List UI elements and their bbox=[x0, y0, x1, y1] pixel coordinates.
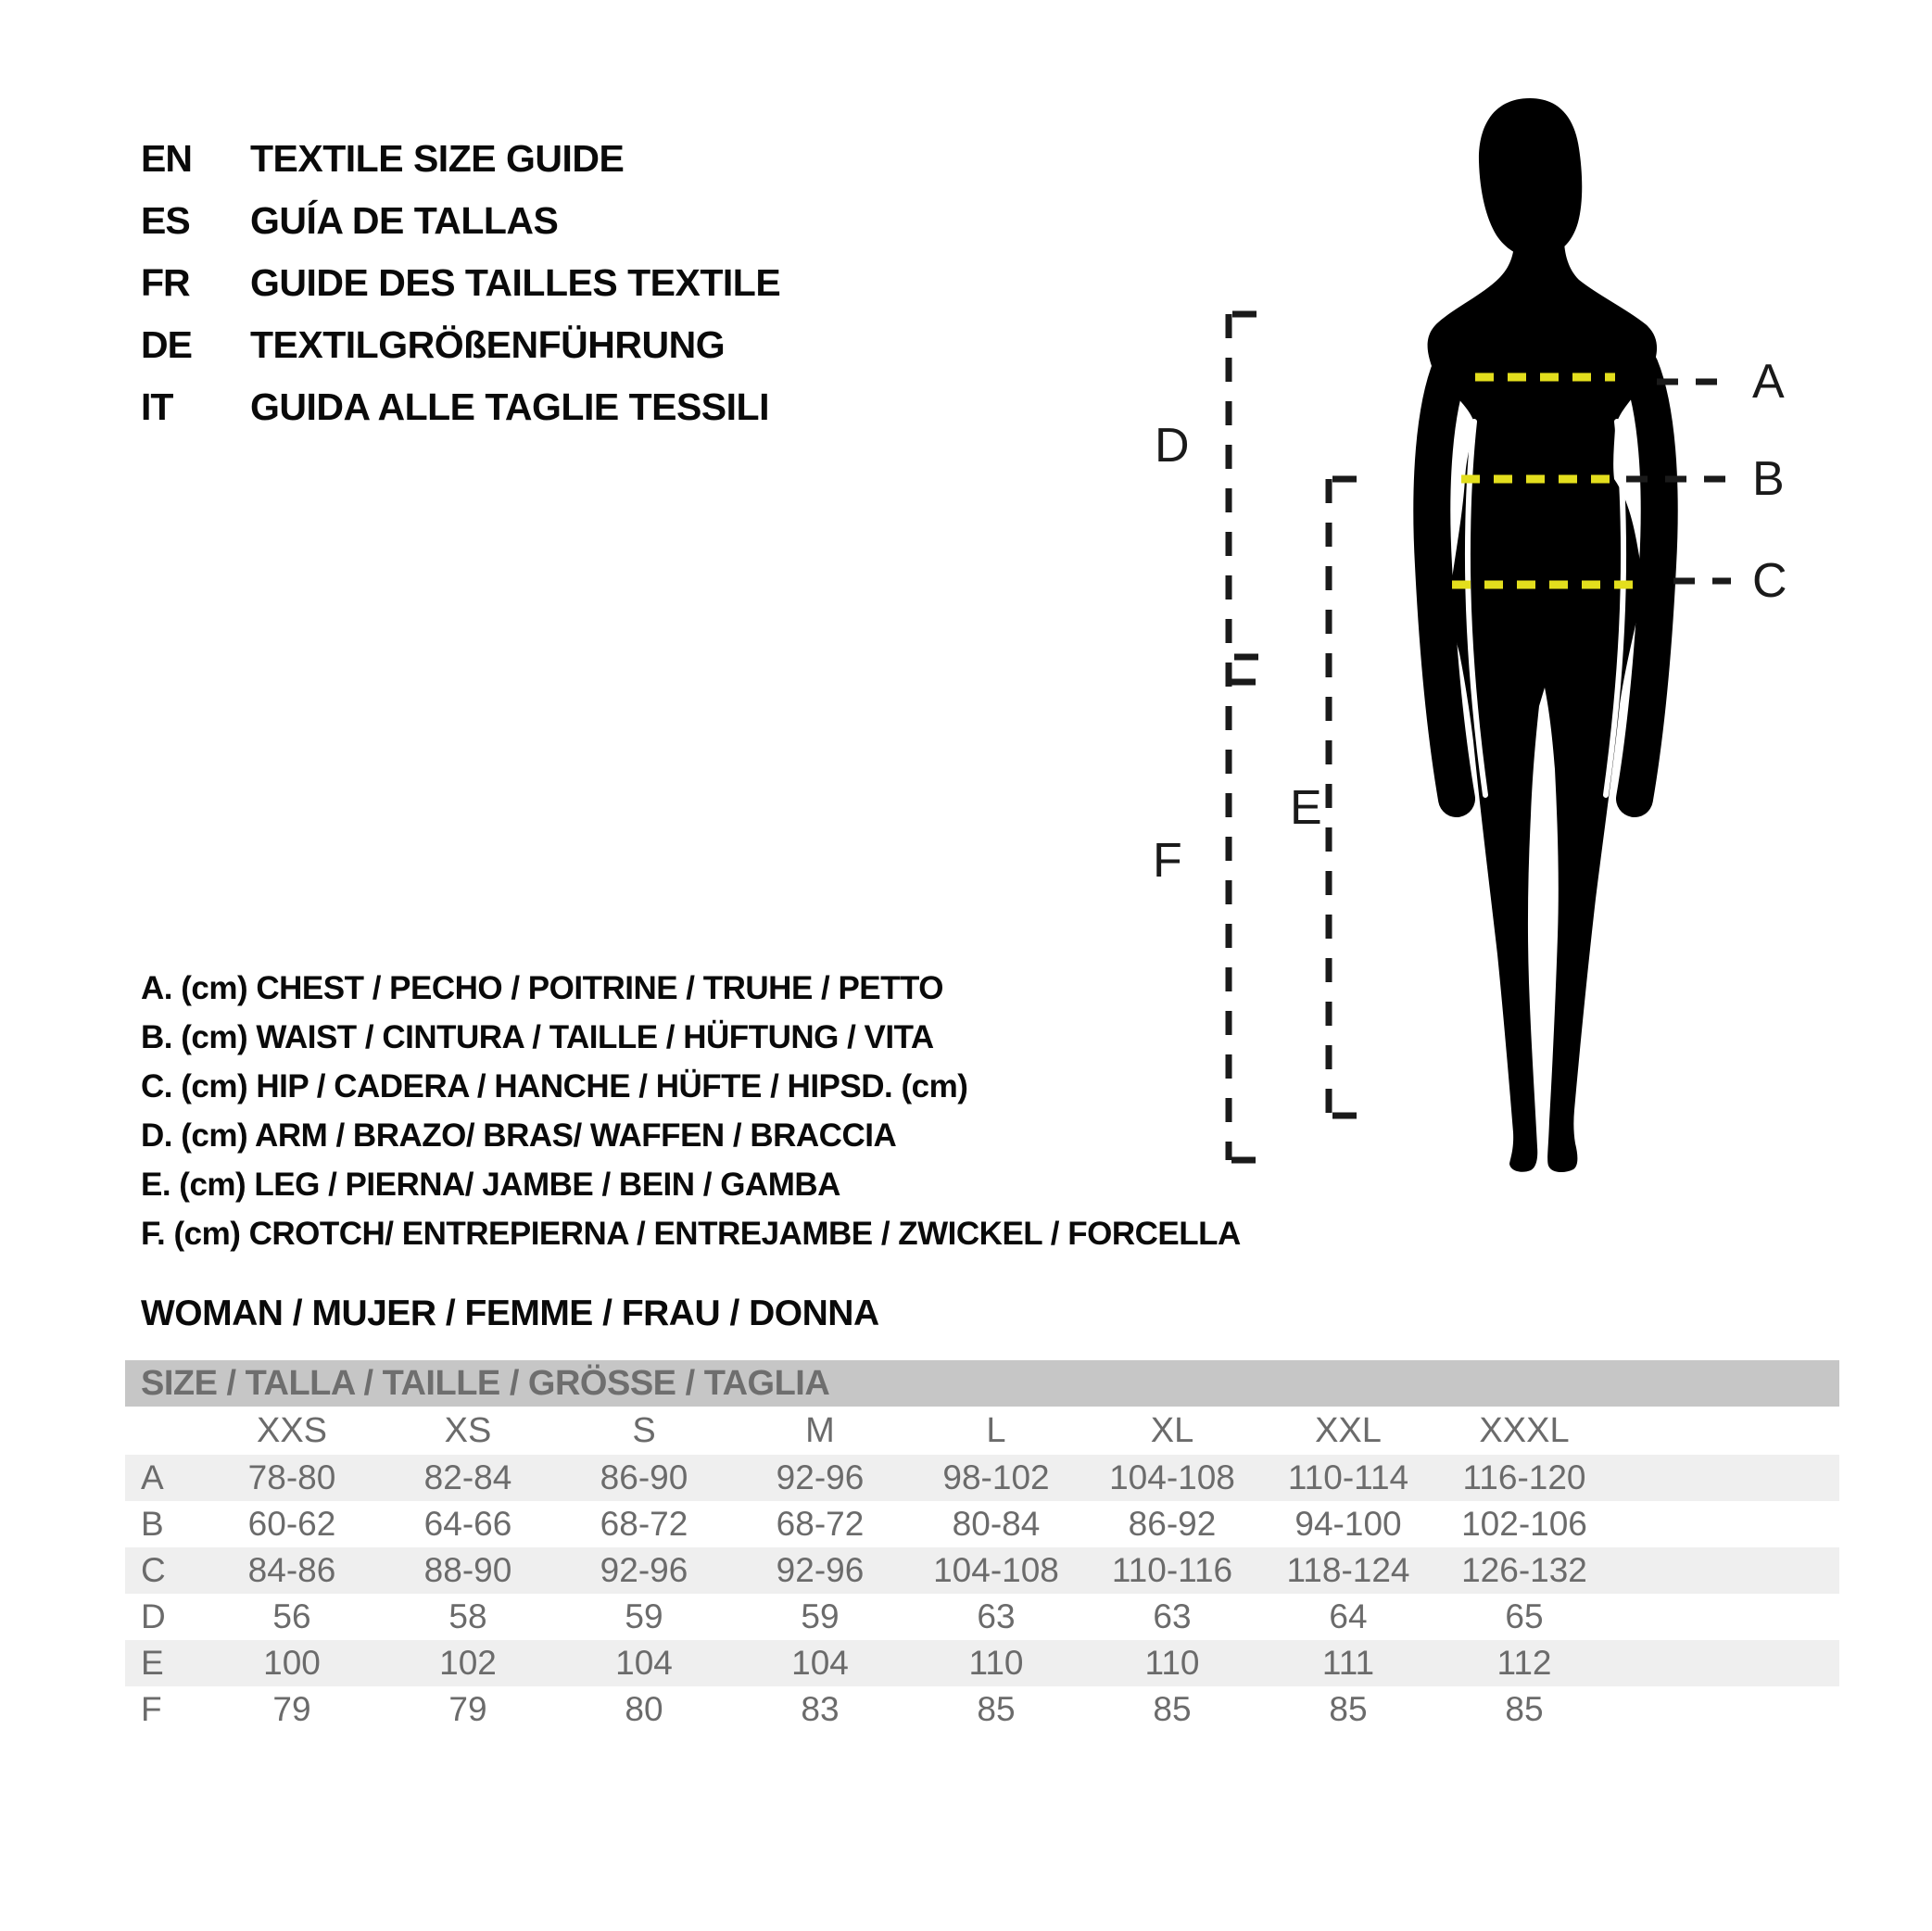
measure-cell: 64-66 bbox=[423, 1505, 512, 1543]
measure-cell: 110-116 bbox=[1111, 1551, 1233, 1589]
size-header-xxs: XXS bbox=[256, 1410, 328, 1450]
language-title-block bbox=[141, 128, 780, 438]
measure-cell: 63 bbox=[1153, 1597, 1192, 1635]
language-code: IT bbox=[141, 385, 173, 428]
legend-item-arm: D. (cm) ARM / BRAZO/ BRAS/ WAFFEN / BRACCIA bbox=[141, 1117, 897, 1154]
guide-title: GUIDA ALLE TAGLIE TESSILI bbox=[250, 385, 769, 428]
table-row-c bbox=[125, 1547, 1839, 1594]
measure-cell: 80 bbox=[625, 1690, 663, 1728]
measure-cell: 82-84 bbox=[423, 1458, 512, 1496]
language-row-de bbox=[141, 314, 780, 376]
size-header-xl: XL bbox=[1150, 1410, 1194, 1450]
measurement-legend bbox=[141, 964, 1241, 1258]
measure-cell: 104-108 bbox=[933, 1551, 1059, 1589]
measure-cell: 111 bbox=[1321, 1644, 1375, 1682]
label-arm-d: D bbox=[1155, 419, 1190, 473]
measure-cell: 112 bbox=[1496, 1644, 1552, 1682]
guide-title: TEXTILE SIZE GUIDE bbox=[250, 137, 625, 180]
measure-cell: 104-108 bbox=[1109, 1458, 1235, 1496]
measure-cell: 68-72 bbox=[776, 1505, 865, 1543]
row-label: C bbox=[141, 1551, 166, 1589]
table-row-d bbox=[125, 1594, 1839, 1640]
table-row-e bbox=[125, 1640, 1839, 1686]
size-header-xxxl: XXXL bbox=[1479, 1410, 1570, 1450]
language-row-en bbox=[141, 128, 780, 190]
measure-cell: 60-62 bbox=[247, 1505, 336, 1543]
measure-cell: 104 bbox=[615, 1644, 673, 1682]
measure-cell: 79 bbox=[272, 1690, 311, 1728]
measure-cell: 102 bbox=[439, 1644, 497, 1682]
measure-cell: 79 bbox=[448, 1690, 487, 1728]
legend-item-crotch: F. (cm) CROTCH/ ENTREPIERNA / ENTREJAMBE / ZWICKEL / FORCELLA bbox=[141, 1215, 1241, 1252]
measure-cell: 59 bbox=[625, 1597, 663, 1635]
measure-cell: 78-80 bbox=[247, 1458, 336, 1496]
row-label: A bbox=[141, 1458, 164, 1496]
legend-item-leg: E. (cm) LEG / PIERNA/ JAMBE / BEIN / GAMBA bbox=[141, 1166, 840, 1203]
row-label: E bbox=[141, 1644, 164, 1682]
label-hip-c: C bbox=[1752, 554, 1787, 608]
measure-cell: 110 bbox=[968, 1644, 1024, 1682]
row-label: F bbox=[141, 1690, 162, 1728]
woman-silhouette-right-arm bbox=[1635, 367, 1660, 799]
measure-cell: 116-120 bbox=[1462, 1458, 1586, 1496]
row-label: D bbox=[141, 1597, 166, 1635]
measure-cell: 110 bbox=[1144, 1644, 1200, 1682]
legend-item-waist: B. (cm) WAIST / CINTURA / TAILLE / HÜFTUNG / VITA bbox=[141, 1018, 934, 1055]
legend-item-hip: C. (cm) HIP / CADERA / HANCHE / HÜFTE / HIPSD. (cm) bbox=[141, 1067, 968, 1104]
measure-cell: 59 bbox=[801, 1597, 840, 1635]
measure-cell: 118-124 bbox=[1286, 1551, 1410, 1589]
measure-cell: 100 bbox=[263, 1644, 321, 1682]
measure-cell: 80-84 bbox=[952, 1505, 1041, 1543]
language-code: FR bbox=[141, 261, 190, 304]
measure-cell: 86-90 bbox=[600, 1458, 688, 1496]
measure-cell: 92-96 bbox=[776, 1458, 865, 1496]
measure-cell: 85 bbox=[977, 1690, 1016, 1728]
language-code: ES bbox=[141, 199, 190, 242]
measure-cell: 68-72 bbox=[600, 1505, 688, 1543]
table-row-a bbox=[125, 1455, 1839, 1501]
size-header-row bbox=[125, 1407, 1839, 1455]
row-label: B bbox=[141, 1505, 164, 1543]
table-row-f bbox=[125, 1686, 1839, 1733]
label-leg-e: E bbox=[1290, 781, 1322, 835]
measure-cell: 85 bbox=[1505, 1690, 1544, 1728]
label-crotch-f: F bbox=[1153, 834, 1182, 888]
measure-cell: 63 bbox=[977, 1597, 1016, 1635]
measure-cell: 56 bbox=[272, 1597, 311, 1635]
measure-cell: 110-114 bbox=[1287, 1458, 1409, 1496]
measure-cell: 126-132 bbox=[1461, 1551, 1587, 1589]
size-header-l: L bbox=[986, 1410, 1006, 1450]
measure-cell: 92-96 bbox=[600, 1551, 688, 1589]
language-row-it bbox=[141, 376, 780, 438]
measure-cell: 92-96 bbox=[776, 1551, 865, 1589]
size-table bbox=[125, 1360, 1839, 1733]
guide-title: GUIDE DES TAILLES TEXTILE bbox=[250, 261, 781, 304]
measure-cell: 85 bbox=[1153, 1690, 1192, 1728]
size-header-xs: XS bbox=[444, 1410, 492, 1450]
measure-cell: 83 bbox=[801, 1690, 840, 1728]
measure-cell: 85 bbox=[1329, 1690, 1368, 1728]
measure-cell: 86-92 bbox=[1128, 1505, 1217, 1543]
language-code: DE bbox=[141, 323, 192, 366]
measure-cell: 94-100 bbox=[1294, 1505, 1402, 1543]
measure-cell: 98-102 bbox=[942, 1458, 1050, 1496]
language-row-es bbox=[141, 190, 780, 252]
label-waist-b: B bbox=[1752, 452, 1785, 506]
size-header-s: S bbox=[632, 1410, 656, 1450]
size-header-xxl: XXL bbox=[1315, 1410, 1382, 1450]
measure-cell: 88-90 bbox=[423, 1551, 512, 1589]
legend-item-chest: A. (cm) CHEST / PECHO / POITRINE / TRUHE / PETTO bbox=[141, 969, 944, 1006]
measure-cell: 58 bbox=[448, 1597, 487, 1635]
guide-title: TEXTILGRÖßENFÜHRUNG bbox=[250, 323, 726, 366]
measure-cell: 104 bbox=[791, 1644, 849, 1682]
gender-title: WOMAN / MUJER / FEMME / FRAU / DONNA bbox=[141, 1294, 879, 1333]
measure-cell: 84-86 bbox=[247, 1551, 336, 1589]
language-code: EN bbox=[141, 137, 192, 180]
size-header-m: M bbox=[805, 1410, 835, 1450]
table-row-b bbox=[125, 1501, 1839, 1547]
measure-cell: 65 bbox=[1505, 1597, 1544, 1635]
measure-cell: 102-106 bbox=[1461, 1505, 1587, 1543]
language-row-fr bbox=[141, 252, 780, 314]
label-chest-a: A bbox=[1752, 355, 1785, 409]
guide-title: GUÍA DE TALLAS bbox=[250, 199, 559, 242]
table-header-band: SIZE / TALLA / TAILLE / GRÖSSE / TAGLIA bbox=[125, 1360, 1839, 1407]
measure-cell: 64 bbox=[1329, 1597, 1368, 1635]
